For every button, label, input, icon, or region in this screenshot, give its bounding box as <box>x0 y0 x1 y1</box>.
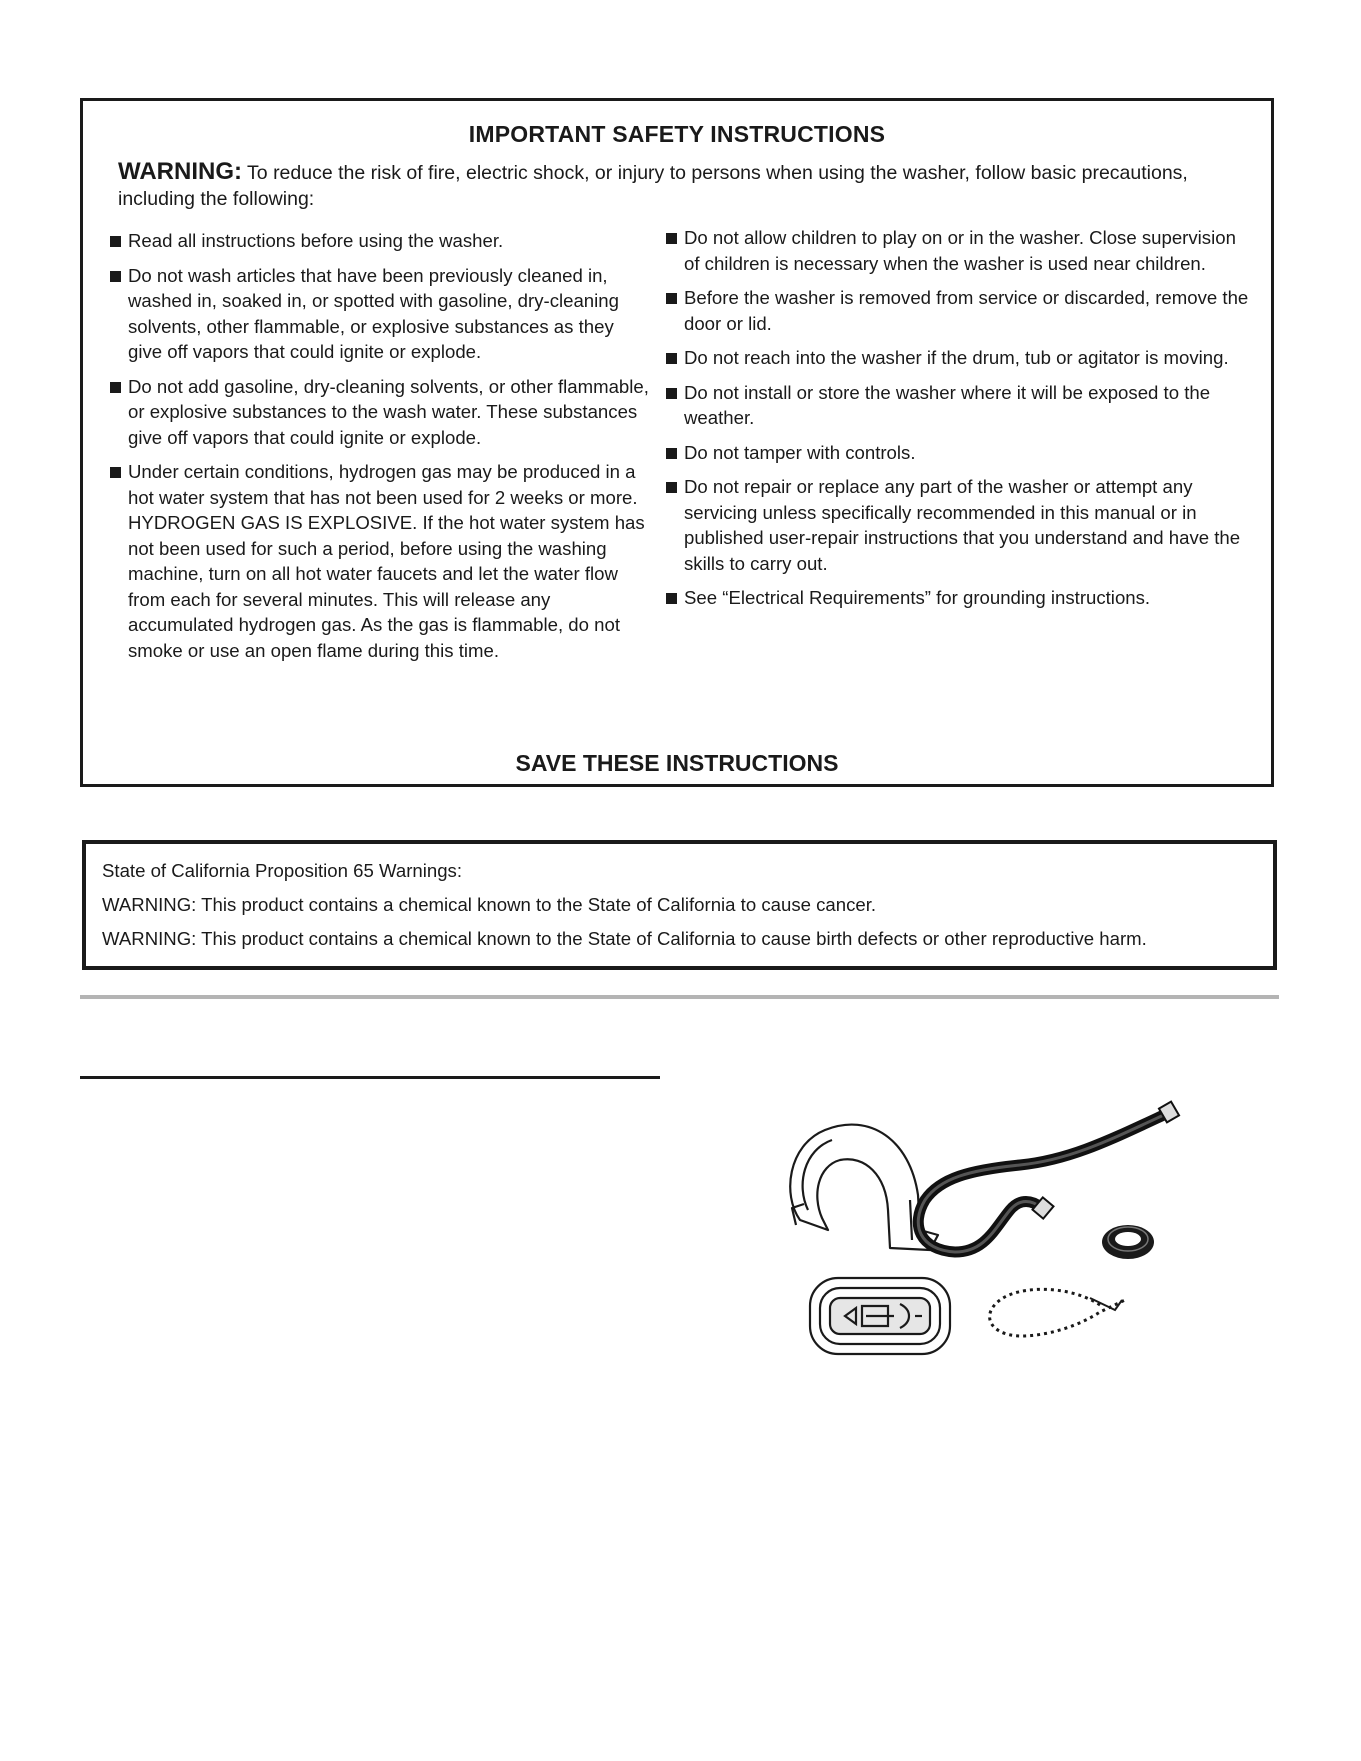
bullet-square-icon <box>666 388 677 399</box>
prop65-birth-warning: WARNING: This product contains a chemical known to the State of California to cause birth defects or other reproductive harm. <box>102 928 1147 949</box>
bullet-square-icon <box>110 467 121 478</box>
prop65-heading: State of California Proposition 65 Warnings: <box>102 860 463 881</box>
bullet-square-icon <box>110 271 121 282</box>
bullet-square-icon <box>110 382 121 393</box>
safety-item: See “Electrical Requirements” for grounding instructions. <box>666 585 1251 611</box>
beaded-tie-strap-icon <box>990 1289 1125 1336</box>
safety-item: Read all instructions before using the washer. <box>110 228 650 254</box>
safety-item: Do not allow children to play on or in the washer. Close supervision of children is necessary when the washer is used near children. <box>666 225 1251 276</box>
parts-illustration <box>770 1100 1210 1380</box>
prop65-cancer-warning: WARNING: This product contains a chemical known to the State of California to cause cancer. <box>102 894 877 915</box>
safety-item: Do not reach into the washer if the drum, tub or agitator is moving. <box>666 345 1251 371</box>
safety-list-right <box>666 225 1251 620</box>
prop65-warning-box <box>82 840 1277 970</box>
bullet-square-icon <box>666 593 677 604</box>
safety-item: Before the washer is removed from service or discarded, remove the door or lid. <box>666 285 1251 336</box>
safety-instructions-box <box>80 98 1274 787</box>
warning-text: To reduce the risk of fire, electric shock, or injury to persons when using the washer, follow basic precautions, including the following: <box>118 162 1188 210</box>
safety-item: Do not wash articles that have been previously cleaned in, washed in, soaked in, or spotted with gasoline, dry-cleaning solvents, other flammable, or explosive substances as they give off vapors that could ignite or explode. <box>110 263 650 365</box>
safety-item: Do not repair or replace any part of the washer or attempt any servicing unless specifically recommended in this manual or in published user-repair instructions that you understand and have the skills to carry out. <box>666 474 1251 576</box>
rubber-washer-icon <box>1102 1225 1154 1259</box>
warning-label: WARNING: <box>118 158 242 185</box>
safety-title: IMPORTANT SAFETY INSTRUCTIONS <box>468 121 886 147</box>
pedestal-clip-icon <box>810 1278 950 1354</box>
warning-intro <box>118 159 1231 212</box>
save-instructions-title: SAVE THESE INSTRUCTIONS <box>515 750 839 776</box>
bullet-square-icon <box>666 448 677 459</box>
safety-list-left <box>110 228 650 672</box>
safety-item: Do not add gasoline, dry-cleaning solvents, or other flammable, or explosive substances to the wash water. These substances give off vapors that could ignite or explode. <box>110 374 650 451</box>
safety-item: Under certain conditions, hydrogen gas may be produced in a hot water system that has not been used for 2 weeks or more. HYDROGEN GAS IS EXPLOSIVE. If the hot water system has not been used for such a period, before using the washing machine, turn on all hot water faucets and let the water flow from each for several minutes. This will release any accumulated hydrogen gas. As the gas is flammable, do not smoke or use an open flame during this time. <box>110 459 650 663</box>
bullet-square-icon <box>666 233 677 244</box>
heading-underline <box>80 1076 660 1079</box>
bullet-square-icon <box>666 482 677 493</box>
section-divider <box>80 995 1279 999</box>
bullet-square-icon <box>666 293 677 304</box>
bullet-square-icon <box>666 353 677 364</box>
bullet-square-icon <box>110 236 121 247</box>
safety-item: Do not tamper with controls. <box>666 440 1251 466</box>
safety-item: Do not install or store the washer where it will be exposed to the weather. <box>666 380 1251 431</box>
